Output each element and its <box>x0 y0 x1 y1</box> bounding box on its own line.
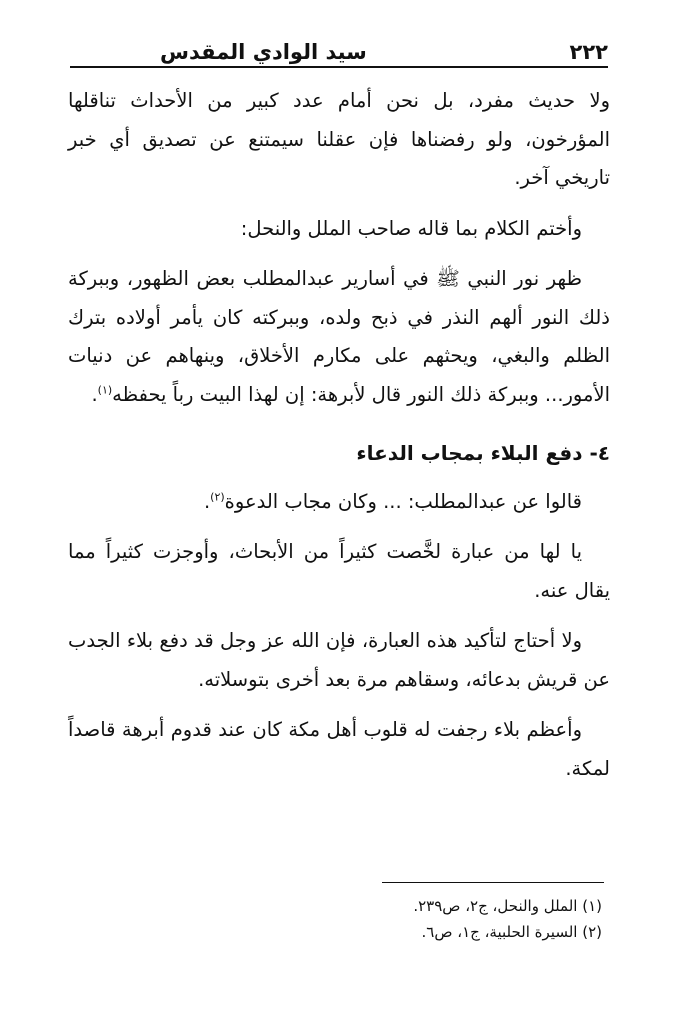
paragraph-1: ولا حديث مفرد، بل نحن أمام عدد كبير من الأحداث تناقلها المؤرخون، ولو رفضناها فإن عقلنا سيمتنع عن تصديق أي خبر تاريخي آخر. <box>68 89 610 189</box>
paragraph-5: يا لها من عبارة لخَّصت كثيراً من الأبحاث، وأوجزت كثيراً مما يقال عنه. <box>68 540 610 602</box>
running-title: سيد الوادي المقدس <box>160 40 367 64</box>
footnotes <box>70 893 602 945</box>
paragraph-7: وأعظم بلاء رجفت له قلوب أهل مكة كان عند قدوم أبرهة قاصداً لمكة. <box>68 718 610 780</box>
paragraph-4-text: قالوا عن عبدالمطلب: ... وكان مجاب الدعوة <box>224 489 582 513</box>
footnote-rule <box>382 882 604 883</box>
footnote-2: (٢) السيرة الحلبية، ج١، ص٦. <box>421 923 602 941</box>
footnote-ref-2[interactable]: (٢) <box>210 490 225 503</box>
section-heading: ٤- دفع البلاء بمجاب الدعاء <box>356 441 610 465</box>
quote-end: . <box>91 382 98 406</box>
footnote-1: (١) الملل والنحل، ج٢، ص٢٣٩. <box>413 897 602 915</box>
footnote-ref-1[interactable]: (١) <box>97 383 113 396</box>
paragraph-4-end: . <box>203 489 211 513</box>
paragraph-2: وأختم الكلام بما قاله صاحب الملل والنحل: <box>240 216 582 240</box>
header-rule <box>70 66 608 68</box>
paragraph-4 <box>68 483 610 522</box>
main-text <box>68 82 610 788</box>
quote-text: ظهر نور النبي ﷺ في أسارير عبدالمطلب بعض الظهور، وببركة ذلك النور ألهم النذر في ذبح ولده، وببركته كان يأمر أولاده بترك الظلم والبغي، ويحثهم على مكارم الأخلاق، وينهاهم عن دنيات الأمور... وببركة ذلك النور قال لأبرهة: إن لهذا البيت رباً يحفظه <box>68 267 610 406</box>
paragraph-3 <box>68 260 610 414</box>
page-number: ٢٢٢ <box>569 40 608 64</box>
page-header <box>70 28 608 64</box>
paragraph-6: ولا أحتاج لتأكيد هذه العبارة، فإن الله عز وجل قد دفع بلاء الجدب عن قريش بدعائه، وسقاهم مرة بعد أخرى بتوسلاته. <box>68 629 610 691</box>
